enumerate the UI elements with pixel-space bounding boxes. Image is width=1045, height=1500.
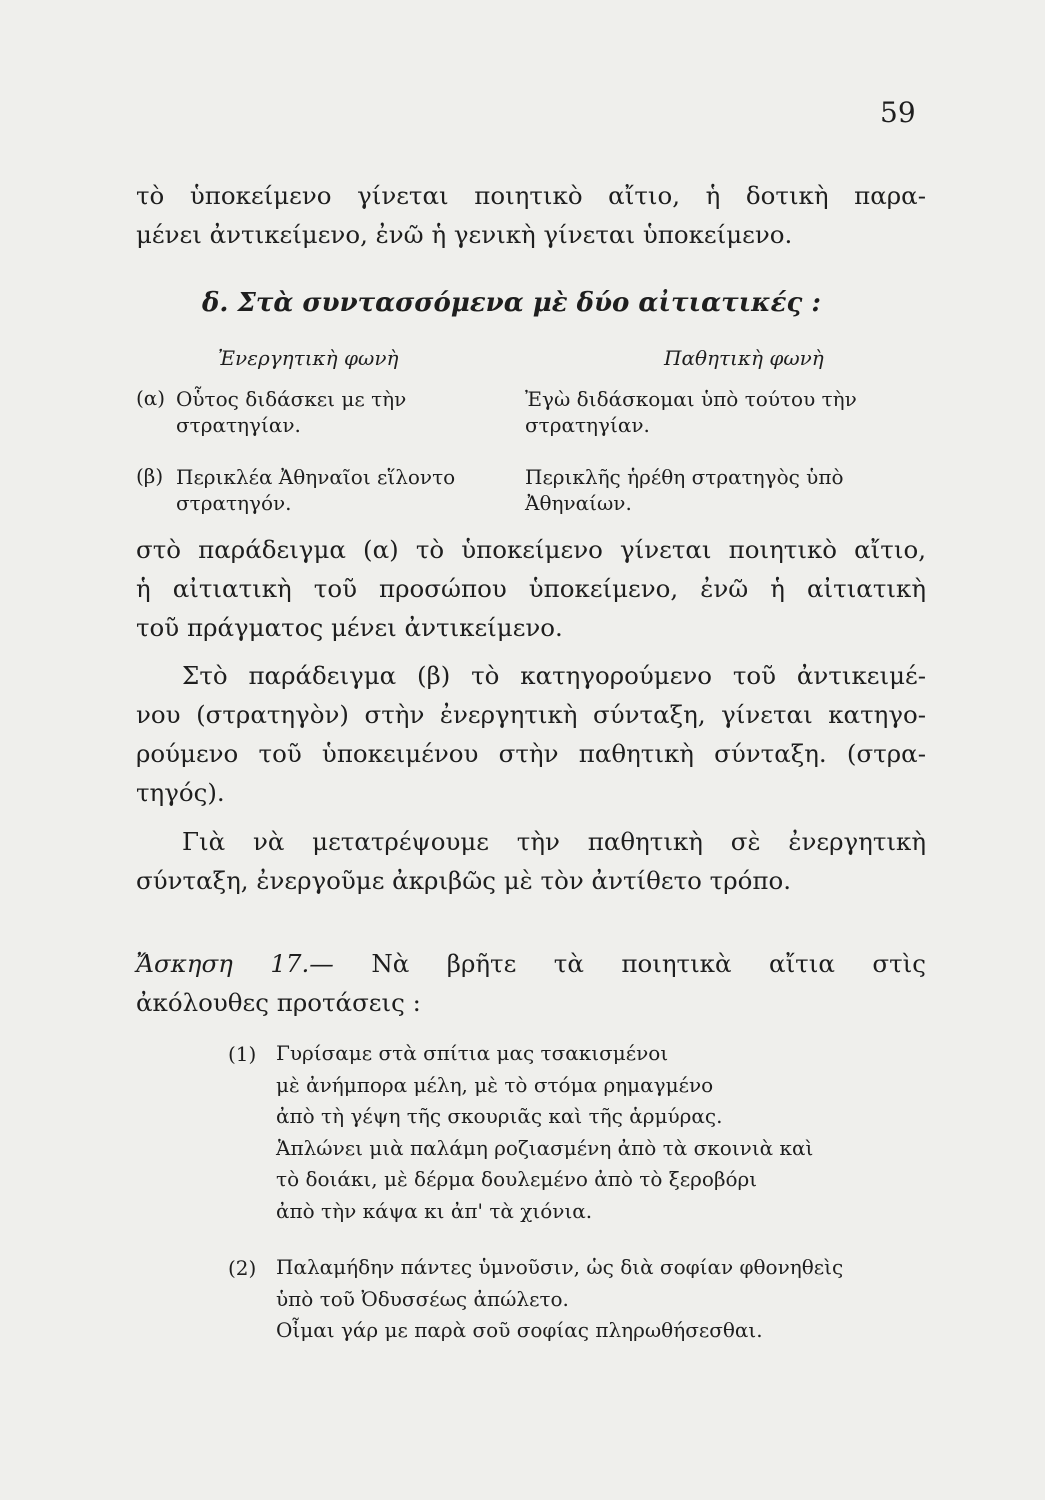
explanation-paragraph: Στὸ παράδειγμα (β) τὸ κατηγορούμενο τοῦ ἀντικειμέ- νου (στρατηγὸν) στὴν ἐνεργητικὴ σύνταξη, γίνεται κατηγο- ρούμενο τοῦ ὑποκειμένου στὴν παθητικὴ σύνταξη. (στρα- τηγός). (136, 661, 926, 807)
page-number: 59 (880, 96, 916, 129)
section-heading: δ. Στὰ συντασσόμενα μὲ δύο αἰτιατικές : (202, 288, 821, 318)
explanation-paragraph: στὸ παράδειγμα (α) τὸ ὑποκείμενο γίνεται ποιητικὸ αἴτιο, ἡ αἰτιατικὴ τοῦ προσώπου ὑποκείμενο, ἐνῶ ἡ αἰτιατικὴ τοῦ πράγματος μένει ἀντικείμενο. (136, 535, 926, 642)
example-active-text: Οὗτος διδάσκει με τὴν στρατηγίαν. (176, 387, 407, 437)
example-passive-text: Ἐγὼ διδάσκομαι ὑπὸ τούτου τὴν στρατηγίαν. (525, 387, 857, 437)
example-active-text: Περικλέα Ἀθηναῖοι εἵλοντο στρατηγόν. (176, 465, 456, 515)
passage-label: (1) (228, 1042, 257, 1066)
intro-paragraph (136, 176, 926, 254)
example-passive-text: Περικλῆς ἡρέθη στρατηγὸς ὑπὸ Ἀθηναίων. (525, 465, 844, 515)
exercise-instruction: Ἄσκηση 17.— Νὰ βρῆτε τὰ ποιητικὰ αἴτια στὶς ἀκόλουθες προτάσεις : (136, 949, 926, 1017)
intro-line: μένει ἀντικείμενο, ἐνῶ ἡ γενικὴ γίνεται ὑποκείμενο. (136, 220, 793, 249)
explanation-paragraph: Γιὰ νὰ μετατρέψουμε τὴν παθητικὴ σὲ ἐνεργητικὴ σύνταξη, ἐνεργοῦμε ἀκριβῶς μὲ τὸν ἀντίθετο τρόπο. (136, 827, 926, 895)
active-voice-header: Ἐνεργητικὴ φωνὴ (218, 346, 399, 370)
passage-text: Γυρίσαμε στὰ σπίτια μας τσακισμένοι μὲ ἀνήμπορα μέλη, μὲ τὸ στόμα ρημαγμένο ἀπὸ τὴ γέψη τῆς σκουριᾶς καὶ τῆς ἁρμύρας. Ἁπλώνει μιὰ παλάμη ροζιασμένη ἀπὸ τὰ σκοινιὰ καὶ τὸ δοιάκι, μὲ δέρμα δουλεμένο ἀπὸ τὸ ξεροβόρι ἀπὸ τὴν κάψα κι ἀπ' τὰ χιόνια. (276, 1041, 814, 1223)
example-label: (α) (136, 386, 166, 410)
example-label: (β) (136, 464, 164, 488)
exercise-title: Ἄσκηση 17.— (136, 949, 334, 978)
intro-line: τὸ ὑποκείμενο γίνεται ποιητικὸ αἴτιο, ἡ δοτικὴ παρα- (136, 181, 926, 210)
passage-label: (2) (228, 1256, 257, 1280)
passage-text: Παλαμήδην πάντες ὑμνοῦσιν, ὡς διὰ σοφίαν φθονηθεὶς ὑπὸ τοῦ Ὀδυσσέως ἀπώλετο. Οἶμαι γάρ με παρὰ σοῦ σοφίας πληρωθήσεσθαι. (276, 1255, 844, 1342)
passive-voice-header: Παθητικὴ φωνὴ (664, 346, 824, 370)
